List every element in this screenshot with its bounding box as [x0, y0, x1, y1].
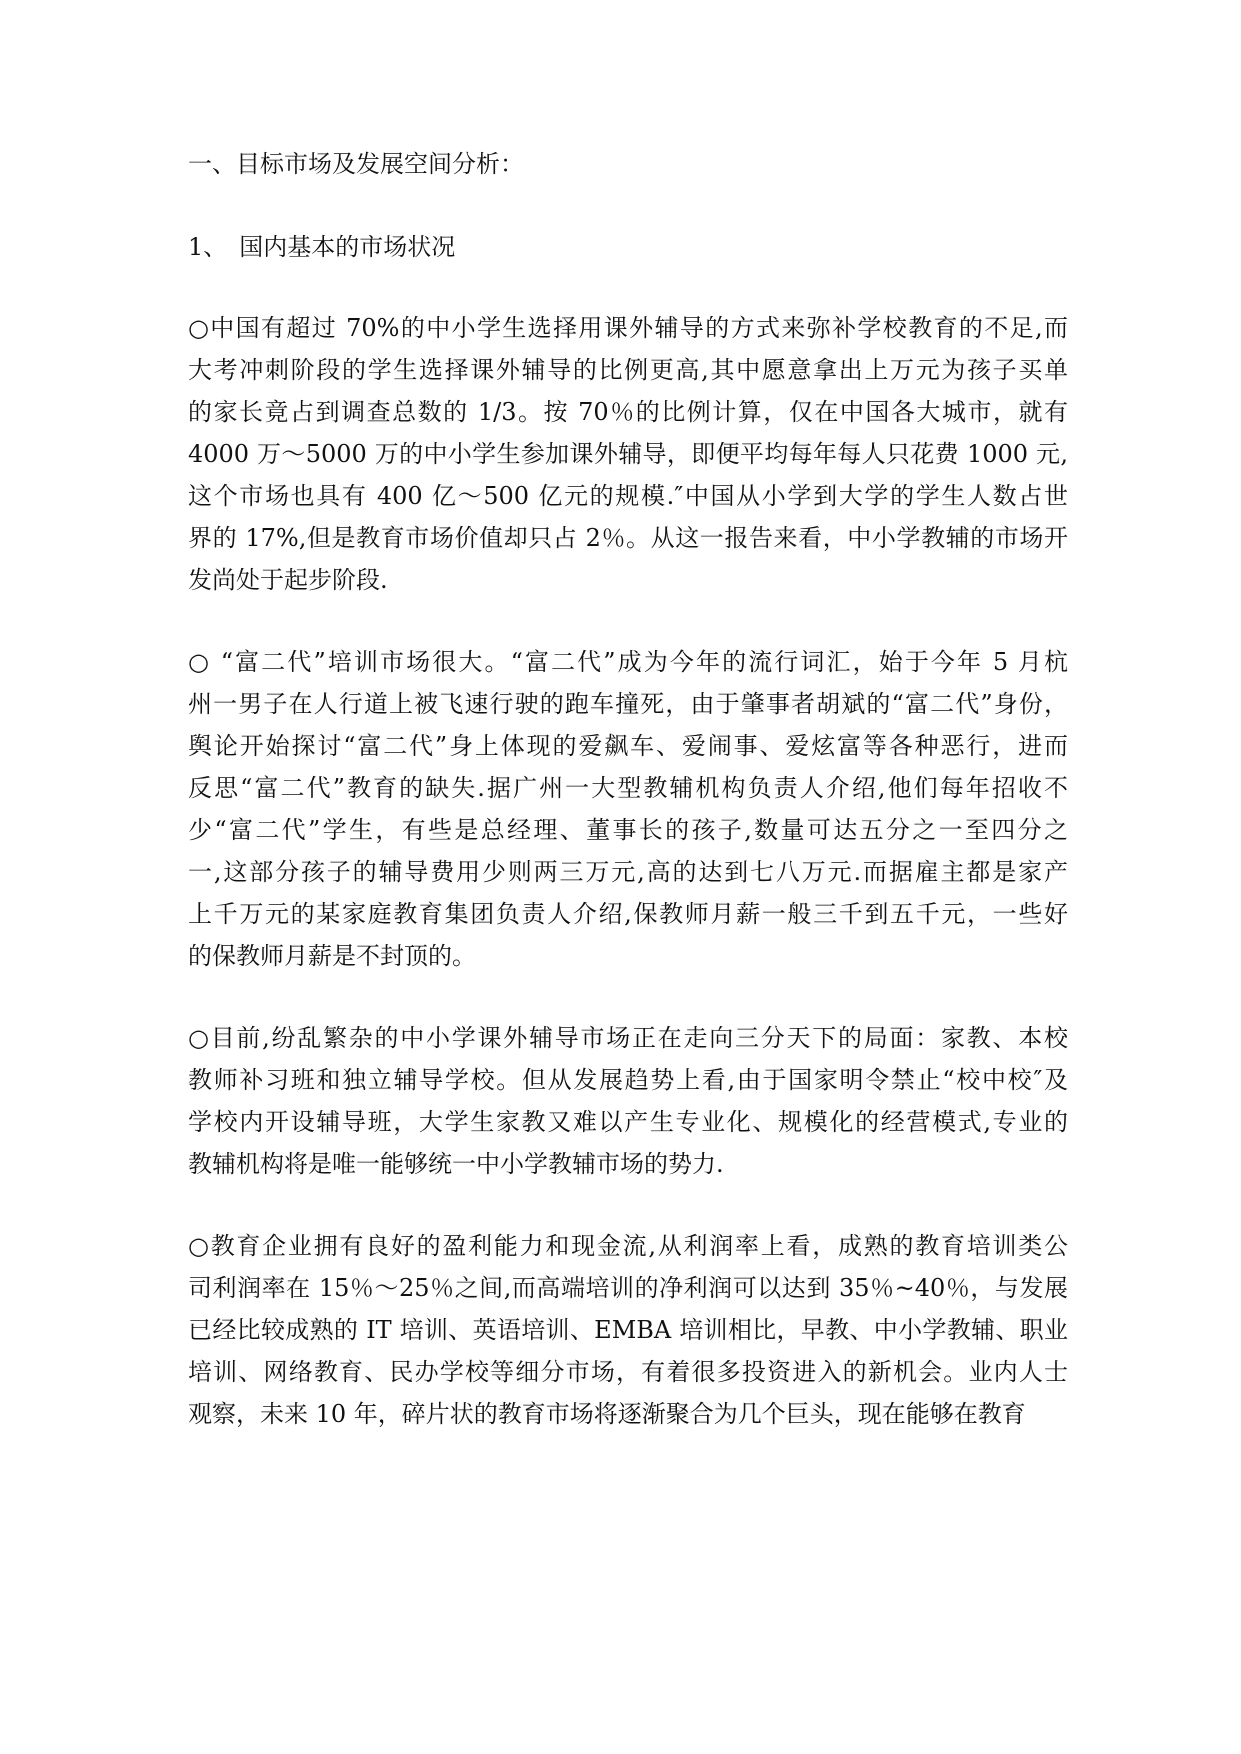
paragraph-line: 舆论开始探讨“富二代”身上体现的爱飙车、爱闹事、爱炫富等各种恶行，进而: [188, 732, 1068, 760]
paragraph-line: 司利润率在 15％～25％之间,而高端培训的净利润可以达到 35％~40％，与发展: [188, 1274, 1068, 1302]
paragraph-line: 这个市场也具有 400 亿～500 亿元的规模.″中国从小学到大学的学生人数占世: [188, 482, 1068, 510]
paragraph-line: 学校内开设辅导班，大学生家教又难以产生专业化、规模化的经营模式,专业的: [188, 1108, 1068, 1136]
paragraph-line: 反思“富二代”教育的缺失.据广州一大型教辅机构负责人介绍,他们每年招收不: [188, 774, 1068, 802]
paragraph-line: 少“富二代”学生，有些是总经理、董事长的孩子,数量可达五分之一至四分之: [188, 816, 1068, 844]
paragraph-line: 教辅机构将是唯一能够统一中小学教辅市场的势力.: [188, 1150, 724, 1178]
subsection-title: 1、 国内基本的市场状况: [188, 233, 456, 261]
paragraph: [188, 1225, 1068, 1435]
paragraph: [188, 641, 1068, 977]
paragraph-line: 培训、网络教育、民办学校等细分市场，有着很多投资进入的新机会。业内人士: [188, 1358, 1068, 1386]
paragraph-line: 州一男子在人行道上被飞速行驶的跑车撞死，由于肇事者胡斌的“富二代”身份，: [188, 690, 1068, 718]
paragraph-line: 的家长竟占到调查总数的 1/3。按 70％的比例计算，仅在中国各大城市，就有: [188, 398, 1068, 426]
paragraph-line: 的保教师月薪是不封顶的。: [188, 942, 476, 970]
section-title: 一、目标市场及发展空间分析：: [188, 150, 524, 178]
paragraph-line: 界的 17%,但是教育市场价值却只占 2％。从这一报告来看，中小学教辅的市场开: [188, 524, 1068, 552]
paragraph-line: ○目前,纷乱繁杂的中小学课外辅导市场正在走向三分天下的局面：家教、本校: [188, 1024, 1068, 1052]
paragraph-line: ○ “富二代”培训市场很大。“富二代”成为今年的流行词汇，始于今年 5 月杭: [188, 648, 1068, 676]
paragraph-line: ○教育企业拥有良好的盈利能力和现金流,从利润率上看，成熟的教育培训类公: [188, 1232, 1068, 1260]
paragraph-line: 已经比较成熟的 IT 培训、英语培训、EMBA 培训相比，早教、中小学教辅、职业: [188, 1316, 1068, 1344]
document-body: [188, 145, 1068, 1475]
paragraph: [188, 307, 1068, 601]
paragraph-line: ○中国有超过 70%的中小学生选择用课外辅导的方式来弥补学校教育的不足,而: [188, 314, 1068, 342]
paragraph: [188, 1017, 1068, 1185]
paragraph-line: 大考冲刺阶段的学生选择课外辅导的比例更高,其中愿意拿出上万元为孩子买单: [188, 356, 1068, 384]
paragraph-line: 上千万元的某家庭教育集团负责人介绍,保教师月薪一般三千到五千元，一些好: [188, 900, 1068, 928]
paragraph-line: 观察，未来 10 年，碎片状的教育市场将逐渐聚合为几个巨头，现在能够在教育: [188, 1400, 1026, 1428]
paragraph-line: 发尚处于起步阶段.: [188, 566, 388, 594]
paragraph-line: 一,这部分孩子的辅导费用少则两三万元,高的达到七八万元.而据雇主都是家产: [188, 858, 1068, 886]
paragraph-line: 4000 万～5000 万的中小学生参加课外辅导，即便平均每年每人只花费 1000 元,: [188, 440, 1068, 468]
paragraph-line: 教师补习班和独立辅导学校。但从发展趋势上看,由于国家明令禁止“校中校″及: [188, 1066, 1068, 1094]
paragraph-list: [188, 307, 1068, 1435]
